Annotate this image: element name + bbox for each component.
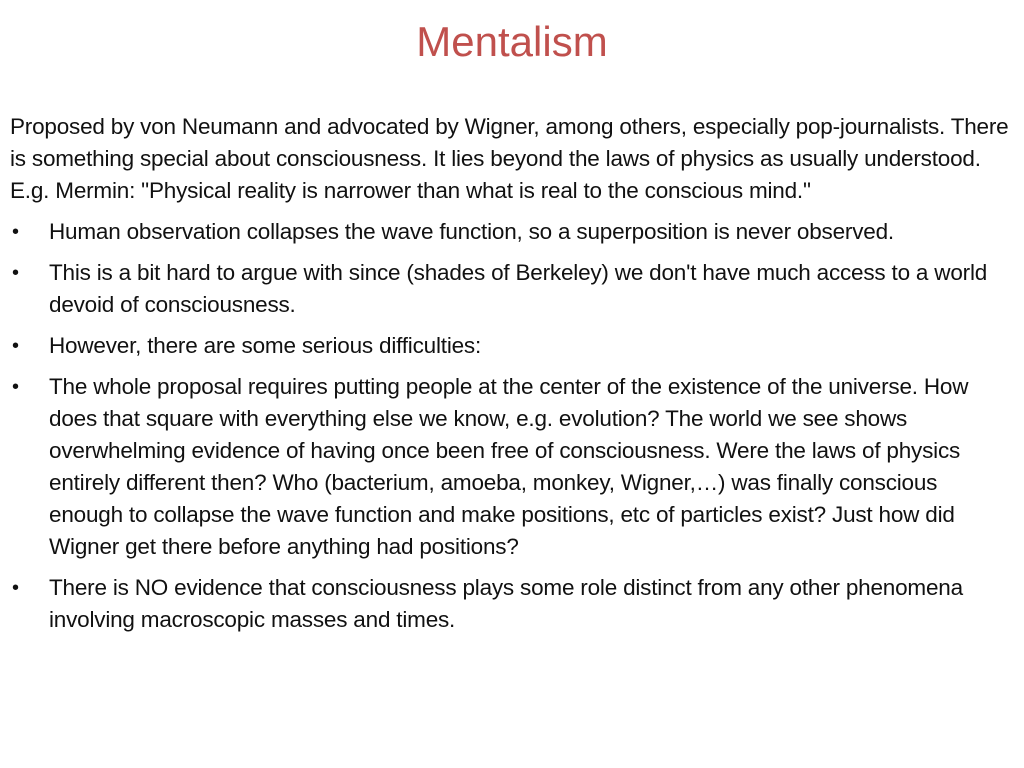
bullet-item (10, 257, 1012, 321)
bullet-text: There is NO evidence that consciousness plays some role distinct from any other phenomena involving macroscopic masses and times. (49, 575, 963, 632)
bullet-icon: • (12, 262, 19, 284)
bullet-text: However, there are some serious difficulties: (49, 333, 482, 358)
bullet-list (10, 216, 1012, 636)
bullet-text: The whole proposal requires putting people at the center of the existence of the universe. How does that square with everything else we know, e.g. evolution? The world we see shows overwhelming evidence of having once been free of consciousness. Were the laws of physics entirely different then? Who (bacterium, amoeba, monkey, Wigner,…) was finally conscious enough to collapse the wave function and make positions, etc of particles exist? Just how did Wigner get there before anything had positions? (49, 374, 969, 559)
bullet-text: Human observation collapses the wave function, so a superposition is never observed. (49, 219, 894, 244)
slide-body (10, 111, 1012, 645)
bullet-item (10, 371, 1012, 563)
bullet-text: This is a bit hard to argue with since (shades of Berkeley) we don't have much access to a world devoid of consciousness. (49, 260, 988, 317)
bullet-icon: • (12, 221, 19, 243)
bullet-icon: • (12, 376, 19, 398)
slide-title: Mentalism (416, 18, 608, 65)
bullet-icon: • (12, 335, 19, 357)
bullet-item (10, 330, 1012, 362)
bullet-item (10, 216, 1012, 248)
bullet-item (10, 572, 1012, 636)
bullet-icon: • (12, 577, 19, 599)
intro-paragraph: Proposed by von Neumann and advocated by Wigner, among others, especially pop-journalists. There is something special about consciousness. It lies beyond the laws of physics as usually understood. E.g. Mermin: "Physical reality is narrower than what is real to the conscious mind." (10, 114, 1009, 203)
